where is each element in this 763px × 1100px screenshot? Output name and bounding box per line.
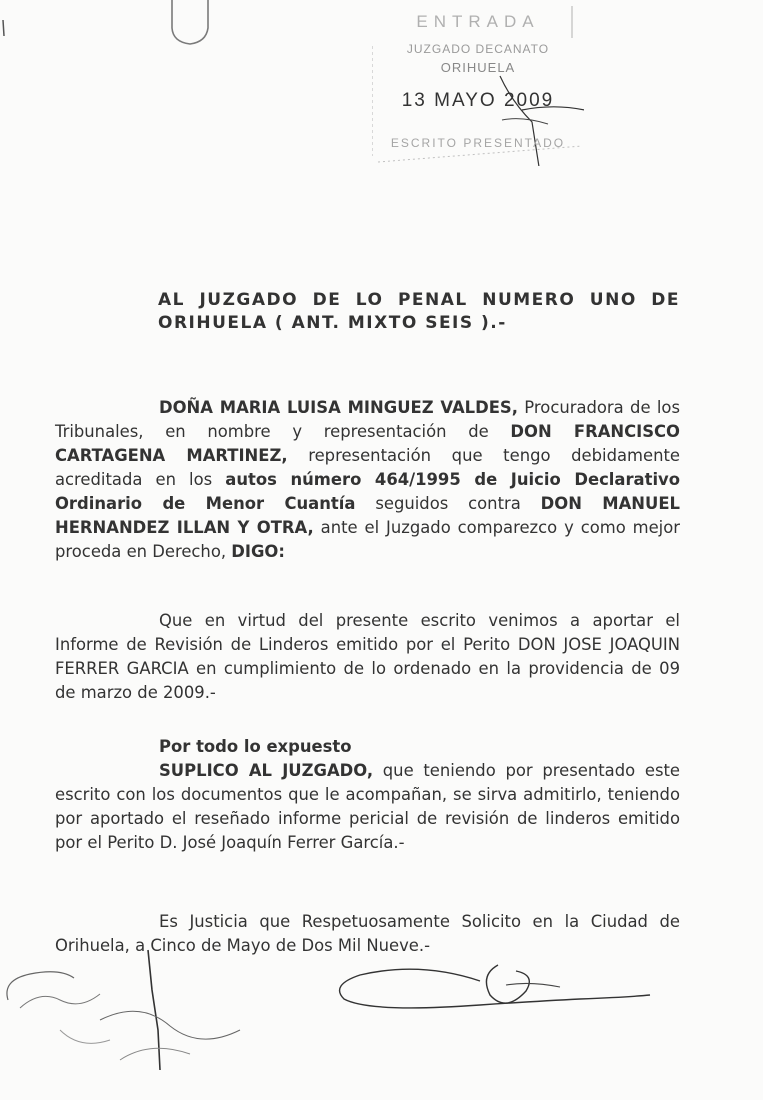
closing-text: Es Justicia que Respetuosamente Solicito en la Ciudad de Orihuela, a Cinco de Mayo de Dos Mil Nueve.-: [55, 912, 680, 955]
addressee-line-2: ORIHUELA ( ANT. MIXTO SEIS ).-: [158, 313, 507, 333]
request-heading: Por todo lo expuesto: [159, 737, 352, 756]
binding-marks: [0, 0, 230, 60]
addressee-line-1: AL JUZGADO DE LO PENAL NUMERO UNO DE: [158, 290, 680, 310]
procuradora-name: DOÑA MARIA LUISA MINGUEZ VALDES,: [159, 398, 518, 417]
stamp-city-label: ORIHUELA: [440, 60, 516, 75]
intro-text-2: representación que tengo debidamente acreditada en los: [55, 446, 681, 489]
request-text: que teniendo por presentado este escrito con los documentos que le acompañan, se sirva admitirlo, teniendo por aportado el reseñado informe pericial de revisión de linderos emitido por el Perito D. José Joaquín Ferrer García.-: [55, 761, 680, 852]
stamp-entry-label: ENTRADA: [416, 12, 540, 31]
suplico-label: SUPLICO AL JUZGADO,: [159, 761, 374, 780]
intro-text-1: Procuradora de los Tribunales, en nombre y representación de: [55, 398, 681, 441]
digo-label: DIGO:: [231, 542, 285, 561]
intro-text-4: ante el Juzgado comparezco y como mejor proceda en Derecho,: [55, 518, 680, 561]
signature-left: [0, 930, 260, 1100]
signature-right: [330, 955, 670, 1025]
stamp-filed-label: ESCRITO PRESENTADO: [390, 136, 566, 150]
intro-paragraph: [55, 396, 680, 564]
defendant-name: DON MANUEL HERNANDEZ ILLAN Y OTRA,: [55, 494, 680, 537]
intro-text-3: seguidos contra: [355, 494, 541, 513]
stamp-date: 13 MAYO 2009: [401, 90, 555, 111]
stamp-court-label: JUZGADO DECANATO: [406, 42, 550, 56]
addressee-heading: [158, 289, 680, 335]
case-reference: autos número 464/1995 de Juicio Declarativo Ordinario de Menor Cuantía: [55, 470, 681, 513]
registry-stamp: [372, 6, 584, 166]
body-text: Que en virtud del presente escrito venimos a aportar el Informe de Revisión de Linderos emitido por el Perito DON JOSE JOAQUIN FERRER GARCIA en cumplimiento de lo ordenado en la providencia de 09 de marzo de 2009.-: [55, 611, 680, 702]
body-paragraph: [55, 609, 680, 705]
client-name: DON FRANCISCO CARTAGENA MARTINEZ,: [55, 422, 680, 465]
request-paragraph: [55, 759, 680, 855]
